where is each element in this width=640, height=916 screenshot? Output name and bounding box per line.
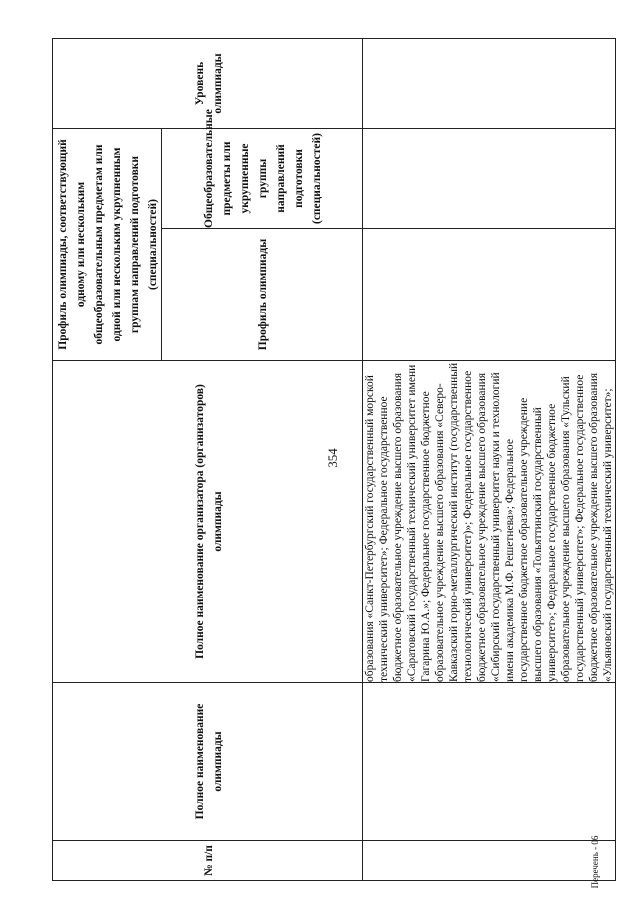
cell-short-name xyxy=(363,683,616,841)
header-level: Уровень олимпиады xyxy=(193,53,224,114)
header-profile-group: Профиль олимпиады, соответствующий одному или нескольким общеобразовательным предметам или одной или нескольким укрупненным группам направлений подготовки (специальностей) xyxy=(57,139,159,350)
header-subjects-cell xyxy=(162,109,363,229)
cell-number xyxy=(363,841,616,881)
cell-organizer: образования «Санкт-Петербургский государственный морской технический университет»; Федеральное государственное бюджетное образовательное учреждение высшего образования «Саратовский государственный технический университет имени Гагарина Ю.А.»; Федеральное государственное бюджетное образовательное учреждение высшего образования «Северо-Кавказский горно-металлургический институт (государственный технологический университет)»; Федеральное государственное бюджетное образовательное учреждение высшего образования «Сибирский государственный университет науки и технологий имени академика М.Ф. Решетнева»; Федеральное государственное бюджетное образовательное учреждение высшего образования «Тольяттинский государственный университет»; Федеральное государственное бюджетное образовательное учреждение высшего образования «Тульский государственный университет»; Федеральное государственное бюджетное образовательное учреждение высшего образования «Ульяновский государственный технический университет»; xyxy=(363,361,616,683)
header-short-name: Полное наименование олимпиады xyxy=(193,703,224,820)
footer-code: Перечень - 06 xyxy=(590,835,600,889)
header-organizer: Полное наименование организатора (организаторов) олимпиады xyxy=(193,384,224,659)
cell-level xyxy=(363,39,616,129)
table-row xyxy=(363,39,616,881)
header-subjects: Общеобразовательные предметы или укрупненные группы направлений подготовки (специальностей) xyxy=(203,109,323,228)
header-number: № п/п xyxy=(202,845,215,876)
olympiad-table xyxy=(52,38,616,881)
header-profile-group-cell xyxy=(53,129,162,361)
header-profile-cell xyxy=(162,229,363,361)
header-profile: Профиль олимпиады xyxy=(257,238,269,351)
header-number-cell xyxy=(53,841,363,881)
page-number: 354 xyxy=(325,448,340,468)
header-short-name-cell xyxy=(53,683,363,841)
cell-profile xyxy=(363,229,616,361)
header-organizer-cell xyxy=(53,361,363,683)
cell-subjects xyxy=(363,129,616,229)
